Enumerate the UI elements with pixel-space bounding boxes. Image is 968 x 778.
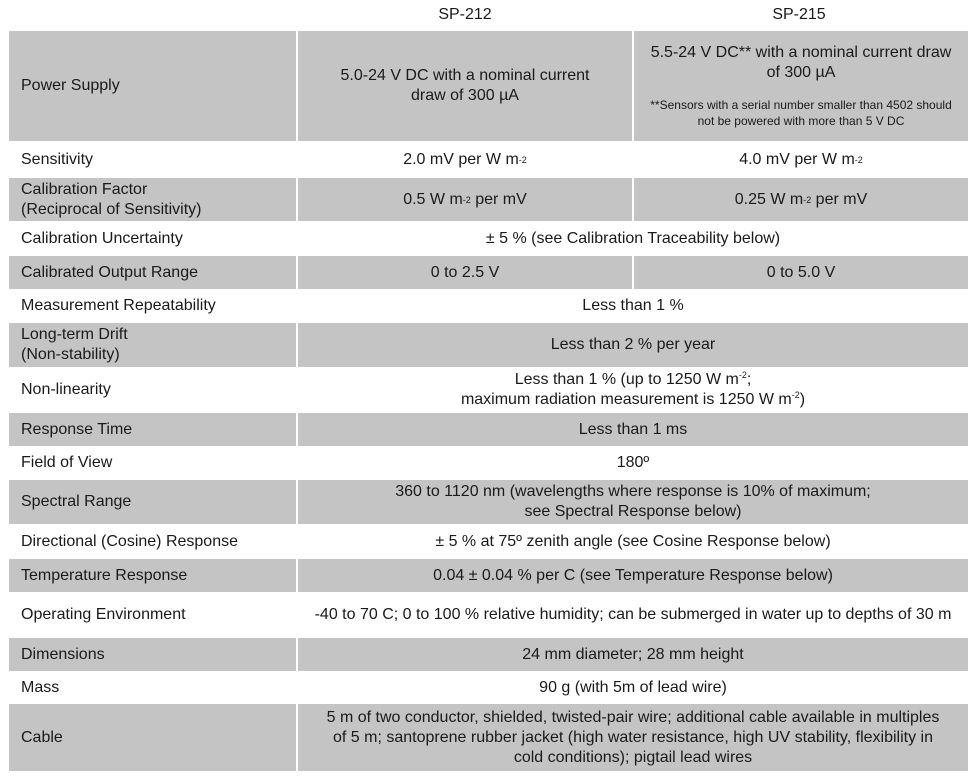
row-label: Temperature Response <box>9 559 296 592</box>
spec-row-operating-environment <box>9 593 968 637</box>
spec-row-measurement-repeatability <box>9 290 968 322</box>
spec-row-non-linearity <box>9 368 968 412</box>
row-label: Spectral Range <box>9 480 296 524</box>
spec-row-calibration-factor <box>9 178 968 221</box>
spec-row-sensitivity <box>9 143 968 177</box>
spec-row-mass <box>9 672 968 703</box>
shared-value: Less than 1 % (up to 1250 W $m^{-2}$; maximum radiation measurement is 1250 W $m^{-2}$) <box>460 370 806 408</box>
row-label: Measurement Repeatability <box>21 297 216 314</box>
shared-value: Less than 1 % <box>582 297 684 314</box>
row-label: Sensitivity <box>21 151 94 168</box>
sp215-value: 4.0 mV per W m -2 <box>739 151 863 168</box>
shared-value: Less than 2 % per year <box>298 323 968 367</box>
shared-value: 360 to 1120 nm (wavelengths where response is 10% of maximum; see Spectral Response below) <box>298 480 968 524</box>
sp215-value <box>634 31 968 141</box>
row-label: Calibrated Output Range <box>9 256 296 289</box>
spec-row-power-supply <box>9 31 968 141</box>
footnote: **Sensors with a serial number smaller than 4502 should not be powered with more than 5 V DC <box>650 98 952 128</box>
shared-value: 5 m of two conductor, shielded, twisted-pair wire; additional cable available in multiples of 5 m; santoprene rubber jacket (high water resistance, high UV stability, flexibility in cold conditions); pigtail lead wires <box>298 704 968 771</box>
shared-value: Less than 1 ms <box>298 413 968 446</box>
row-label: Response Time <box>9 413 296 446</box>
sp212-value: 5.0-24 V DC with a nominal current draw of 300 µA <box>298 31 632 141</box>
sp212-value: 0 to 2.5 V <box>298 256 632 289</box>
row-label: Calibration Factor (Reciprocal of Sensitivity) <box>9 178 296 221</box>
shared-value: 180º <box>616 454 650 471</box>
row-label: Directional (Cosine) Response <box>21 532 238 550</box>
spec-row-calibrated-output-range <box>9 256 968 289</box>
row-label: Power Supply <box>9 31 296 141</box>
row-label: Field of View <box>21 454 113 471</box>
row-label: Operating Environment <box>21 606 186 623</box>
sp215-value: 0.25 W m -2 per mV <box>634 178 968 221</box>
row-label: Dimensions <box>9 638 296 671</box>
shared-value: -40 to 70 C; 0 to 100 % relative humidity; can be submerged in water up to depths of 30 m <box>314 606 952 623</box>
row-label: Long-term Drift (Non-stability) <box>9 323 296 367</box>
sp212-value: 2.0 mV per W m -2 <box>403 151 527 168</box>
column-header-sp215: SP-215 <box>772 6 826 23</box>
shared-value: 0.04 ± 0.04 % per C (see Temperature Response below) <box>298 559 968 592</box>
row-label: Calibration Uncertainty <box>21 229 183 247</box>
row-label: Cable <box>9 704 296 771</box>
spec-row-field-of-view <box>9 447 968 479</box>
shared-value: ± 5 % at 75º zenith angle (see Cosine Response below) <box>435 532 831 550</box>
row-label: Non-linearity <box>21 381 111 398</box>
spec-row-response-time <box>9 413 968 446</box>
shared-value: 90 g (with 5m of lead wire) <box>539 678 727 696</box>
sp212-value: 0.5 W m -2 per mV <box>298 178 632 221</box>
spec-row-long-term-drift <box>9 323 968 367</box>
spec-row-cable <box>9 704 968 771</box>
shared-value: 24 mm diameter; 28 mm height <box>298 638 968 671</box>
sp215-power-text: 5.5-24 V DC** with a nominal current draw of 300 µA <box>650 44 952 81</box>
spec-row-temperature-response <box>9 559 968 592</box>
spec-row-dimensions <box>9 638 968 671</box>
spec-row-directional-response <box>9 525 968 558</box>
column-header-sp212: SP-212 <box>438 6 492 23</box>
spec-row-spectral-range <box>9 480 968 524</box>
spec-row-calibration-uncertainty <box>9 222 968 255</box>
sp215-value: 0 to 5.0 V <box>634 256 968 289</box>
shared-value: ± 5 % (see Calibration Traceability below) <box>485 229 781 247</box>
row-label: Mass <box>21 678 60 696</box>
